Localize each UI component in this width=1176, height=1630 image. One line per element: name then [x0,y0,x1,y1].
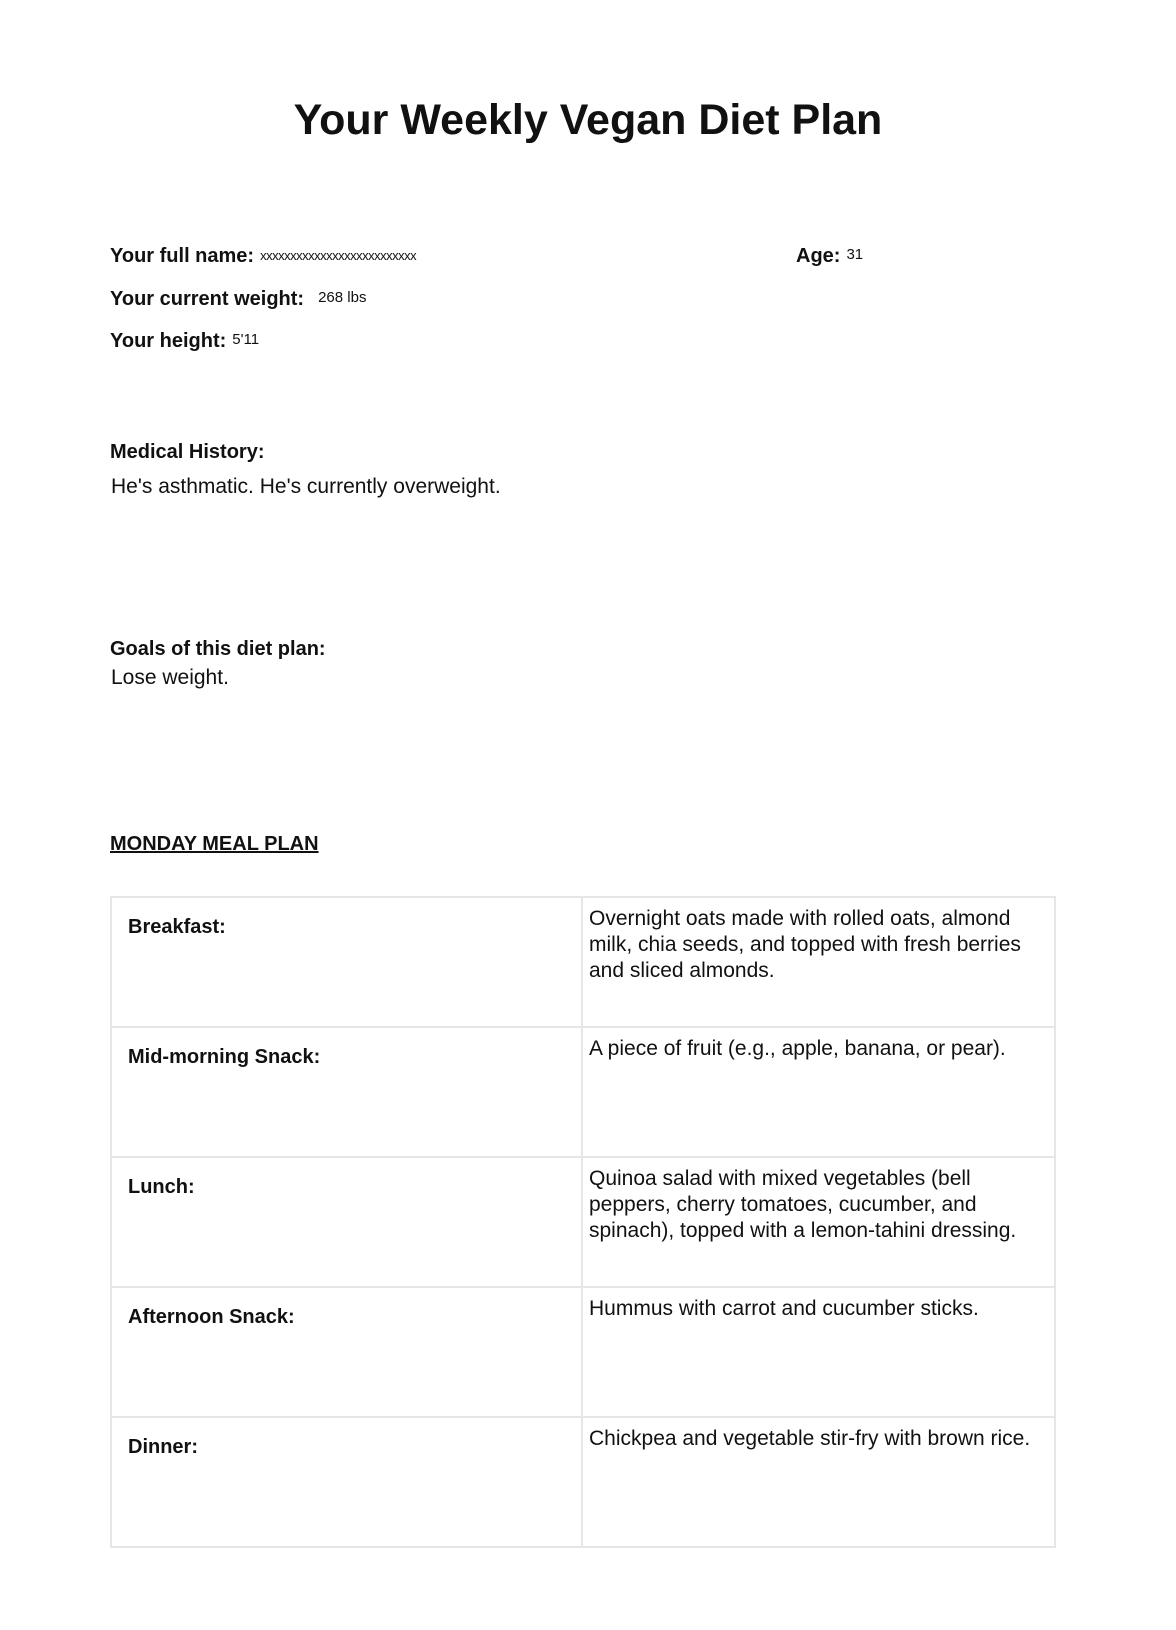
table-row [111,1027,1055,1157]
height-label: Your height: [110,330,227,352]
meal-description: Quinoa salad with mixed vegetables (bell peppers, cherry tomatoes, cucumber, and spinach), topped with a lemon-tahini dressing. [582,1157,1055,1287]
table-row [111,897,1055,1027]
age-field [796,245,863,268]
age-value: 31 [846,246,864,263]
table-row [111,1157,1055,1287]
meal-plan-table [110,896,1056,1548]
weight-value: 268 lbs [318,289,367,306]
goals-label: Goals of this diet plan: [110,638,326,660]
height-value: 5'11 [232,331,260,348]
medical-history-text: He's asthmatic. He's currently overweight. [111,475,501,498]
weight-label: Your current weight: [110,288,305,310]
table-row [111,1417,1055,1547]
meal-name: Lunch: [111,1157,582,1287]
name-label: Your full name: [110,245,255,267]
meal-plan-heading: MONDAY MEAL PLAN [110,833,319,855]
meal-name: Dinner: [111,1417,582,1547]
name-field [110,245,416,268]
meal-description: Chickpea and vegetable stir-fry with brown rice. [582,1417,1055,1547]
meal-description: Overnight oats made with rolled oats, almond milk, chia seeds, and topped with fresh berries and sliced almonds. [582,897,1055,1027]
meal-name: Breakfast: [111,897,582,1027]
meal-name: Afternoon Snack: [111,1287,582,1417]
age-label: Age: [796,245,841,267]
goals-text: Lose weight. [111,666,229,689]
meal-description: Hummus with carrot and cucumber sticks. [582,1287,1055,1417]
table-row [111,1287,1055,1417]
meal-name: Mid-morning Snack: [111,1027,582,1157]
page-title: Your Weekly Vegan Diet Plan [293,96,883,144]
weight-field [110,288,366,311]
name-value: xxxxxxxxxxxxxxxxxxxxxxxxxx [260,248,417,263]
medical-history-label: Medical History: [110,441,265,463]
height-field [110,330,259,353]
meal-description: A piece of fruit (e.g., apple, banana, or pear). [582,1027,1055,1157]
